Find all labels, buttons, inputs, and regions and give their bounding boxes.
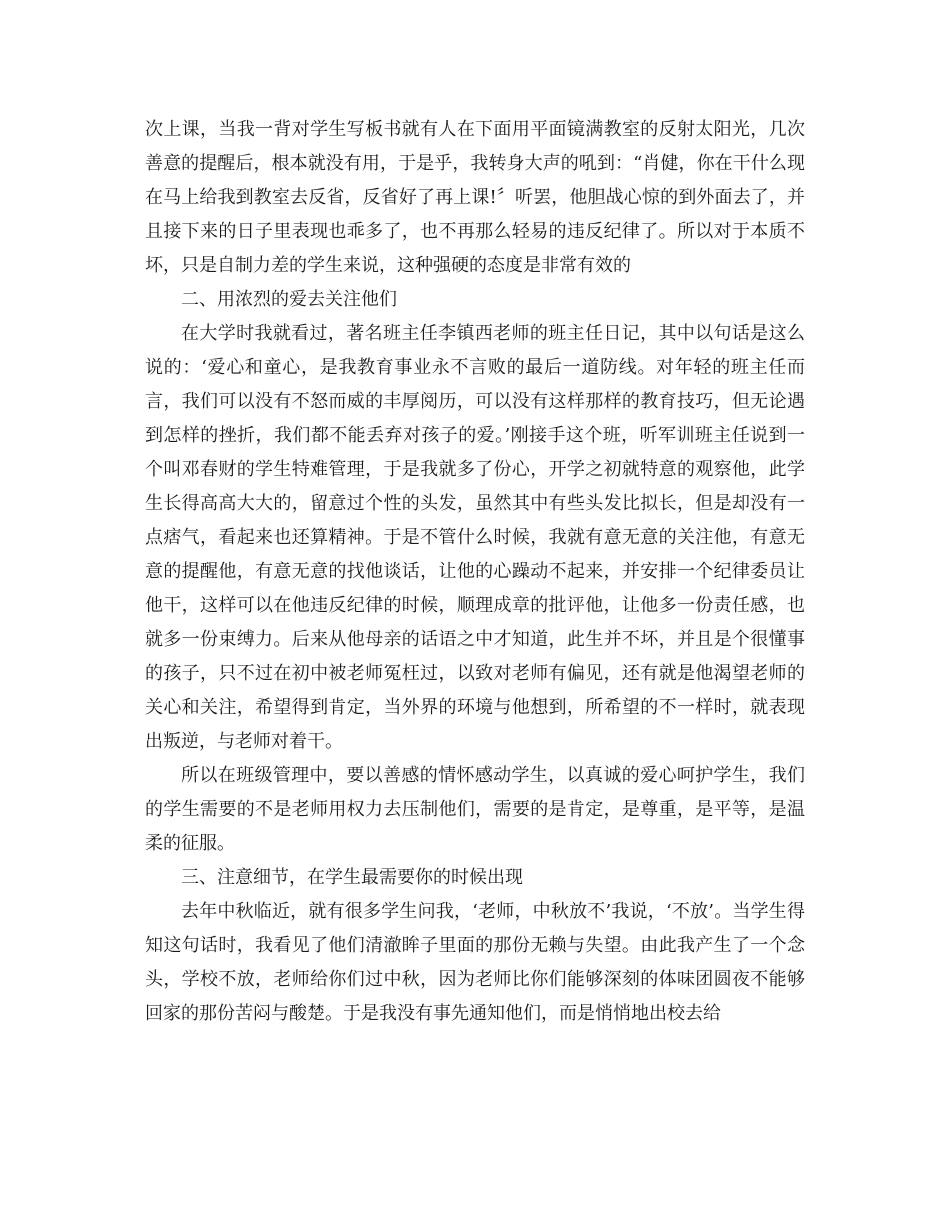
paragraph-continuation: 次上课，当我一背对学生写板书就有人在下面用平面镜满教室的反射太阳光，几次善意的提醒后，根本就没有用，于是乎，我转身大声的吼到：“肖健，你在干什么现在马上给我到教室去反省，反省好了再上课!〞听罢，他胆战心惊的到外面去了，并且接下来的日子里表现也乖多了，也不再那么轻易的违反纪律了。所以对于本质不坏，只是自制力差的学生来说，这种强硬的态度是非常有效的 (145, 119, 805, 276)
section-heading-three: 三、注意细节，在学生最需要你的时候出现 (181, 867, 523, 888)
document-page (145, 113, 805, 1031)
paragraph-mid-autumn: 去年中秋临近，就有很多学生问我，‘老师，中秋放不’我说，‘不放’。当学生得知这句话时，我看见了他们清澈眸子里面的那份无赖与失望。由此我产生了一个念头，学校不放，老师给你们过中秋，因为老师比你们能够深刻的体味团圆夜不能够回家的那份苦闷与酸楚。于是我没有事先通知他们，而是悄悄地出校去给 (145, 901, 805, 1024)
section-heading-two: 二、用浓烈的爱去关注他们 (181, 289, 397, 310)
paragraph-li-zhenxi-story: 在大学时我就看过，著名班主任李镇西老师的班主任日记，其中以句话是这么说的：‘爱心和童心，是我教育事业永不言败的最后一道防线。对年轻的班主任而言，我们可以没有不怒而威的丰厚阅历，可以没有这样那样的教育技巧，但无论遇到怎样的挫折，我们都不能丢弃对孩子的爱。’刚接手这个班，听军训班主任说到一个叫邓春财的学生特难管理，于是我就多了份心，开学之初就特意的观察他，此学生长得高高大大的，留意过个性的头发，虽然其中有些头发比拟长，但是却没有一点痞气，看起来也还算精神。于是不管什么时候，我就有意无意的关注他，有意无意的提醒他，有意无意的找他谈话，让他的心躁动不起来，并安排一个纪律委员让他干，这样可以在他违反纪律的时候，顺理成章的批评他，让他多一份责任感，也就多一份束缚力。后来从他母亲的话语之中才知道，此生并不坏，并且是个很懂事的孩子，只不过在初中被老师冤枉过，以致对老师有偏见，还有就是他渴望老师的关心和关注，希望得到肯定，当外界的环境与他想到，所希望的不一样时，就表现出叛逆，与老师对着干。 (145, 323, 805, 752)
paragraph-class-management: 所以在班级管理中，要以善感的情怀感动学生，以真诚的爱心呵护学生，我们的学生需要的不是老师用权力去压制他们，需要的是肯定，是尊重，是平等，是温柔的征服。 (145, 765, 805, 854)
